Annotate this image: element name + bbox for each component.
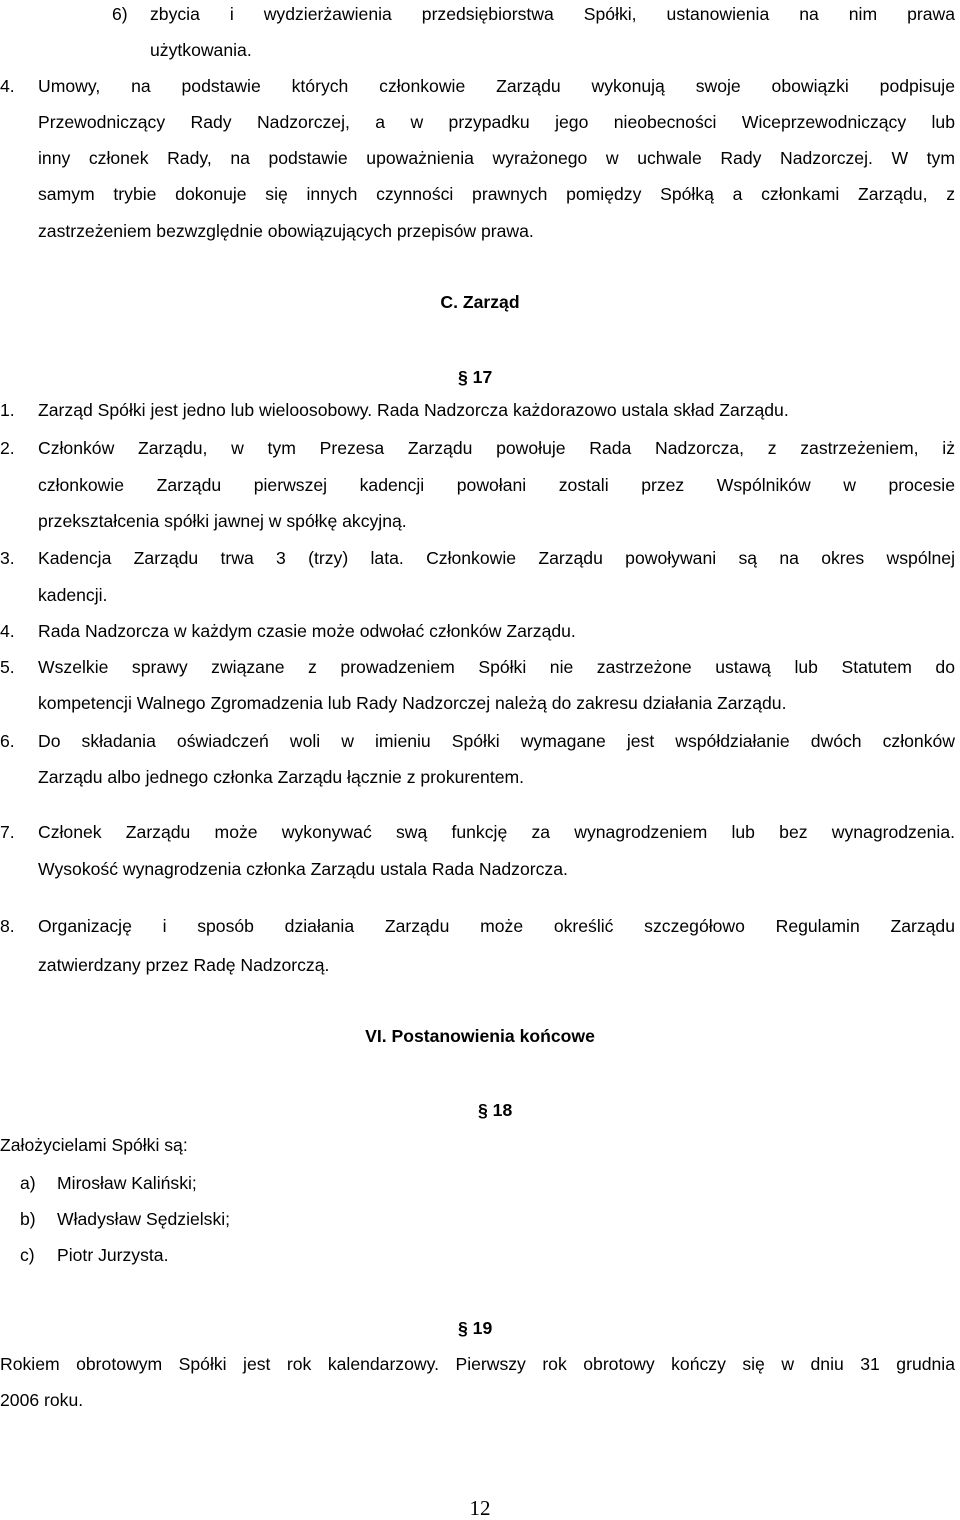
- paragraph-line: zastrzeżeniem bezwzględnie obowiązujących przepisów prawa.: [38, 221, 534, 241]
- list-marker: 3.: [0, 548, 15, 568]
- list-marker: a): [20, 1173, 36, 1193]
- list-item-text: Wysokość wynagrodzenia członka Zarządu ustala Rada Nadzorcza.: [38, 859, 568, 879]
- list-item-text: Wszelkie sprawy związane z prowadzeniem Spółki nie zastrzeżone ustawą lub Statutem do: [38, 657, 955, 677]
- list-marker: 6.: [0, 731, 15, 751]
- list-marker: 7.: [0, 822, 15, 842]
- list-item-text: kadencji.: [38, 585, 108, 605]
- founders-intro: Założycielami Spółki są:: [0, 1135, 188, 1155]
- paragraph-line: inny członek Rady, na podstawie upoważnienia wyrażonego w uchwale Rady Nadzorczej. W tym: [38, 148, 955, 168]
- list-marker: 6): [112, 4, 128, 24]
- page-number: 12: [469, 1496, 491, 1520]
- list-marker: 1.: [0, 400, 15, 420]
- list-item-text: Zarząd Spółki jest jedno lub wieloosobowy. Rada Nadzorcza każdorazowo ustala skład Zarządu.: [38, 400, 789, 420]
- list-item-text: Do składania oświadczeń woli w imieniu Spółki wymagane jest współdziałanie dwóch członków: [38, 731, 955, 751]
- paragraph-heading: § 18: [478, 1100, 513, 1120]
- list-marker: c): [20, 1245, 35, 1265]
- founder-name: Władysław Sędzielski;: [57, 1209, 231, 1229]
- list-marker: 4.: [0, 621, 15, 641]
- list-item-text: członkowie Zarządu pierwszej kadencji powołani zostali przez Wspólników w procesie: [38, 475, 955, 495]
- founder-name: Piotr Jurzysta.: [57, 1245, 169, 1265]
- paragraph-heading: § 19: [458, 1318, 493, 1338]
- list-item-text: Rada Nadzorcza w każdym czasie może odwołać członków Zarządu.: [38, 621, 576, 641]
- list-item-text: zatwierdzany przez Radę Nadzorczą.: [38, 955, 330, 975]
- list-item-text: użytkowania.: [150, 40, 252, 60]
- chapter-heading: VI. Postanowienia końcowe: [365, 1026, 595, 1046]
- list-item-text: Członek Zarządu może wykonywać swą funkcję za wynagrodzeniem lub bez wynagrodzenia.: [38, 822, 955, 842]
- paragraph-line: samym trybie dokonuje się innych czynności prawnych pomiędzy Spółką a członkami Zarządu, z: [38, 184, 955, 204]
- list-marker: 8.: [0, 916, 15, 936]
- list-item-text: Członków Zarządu, w tym Prezesa Zarządu powołuje Rada Nadzorcza, z zastrzeżeniem, iż: [38, 438, 955, 458]
- paragraph-line: 2006 roku.: [0, 1390, 84, 1410]
- paragraph-heading: § 17: [458, 367, 493, 387]
- section-heading: C. Zarząd: [440, 292, 520, 312]
- list-item-text: Kadencja Zarządu trwa 3 (trzy) lata. Członkowie Zarządu powoływani są na okres wspólnej: [38, 548, 955, 568]
- list-item-text: kompetencji Walnego Zgromadzenia lub Rady Nadzorczej należą do zakresu działania Zarządu.: [38, 693, 787, 713]
- founder-name: Mirosław Kaliński;: [57, 1173, 197, 1193]
- list-item-text: przekształcenia spółki jawnej w spółkę akcyjną.: [38, 511, 407, 531]
- paragraph-line: Rokiem obrotowym Spółki jest rok kalendarzowy. Pierwszy rok obrotowy kończy się w dniu 31 grudnia: [0, 1354, 955, 1374]
- paragraph-line: Umowy, na podstawie których członkowie Zarządu wykonują swoje obowiązki podpisuje: [38, 76, 955, 96]
- list-marker: 5.: [0, 657, 15, 677]
- list-item-text: zbycia i wydzierżawienia przedsiębiorstwa Spółki, ustanowienia na nim prawa: [150, 4, 955, 24]
- list-marker: b): [20, 1209, 36, 1229]
- list-item-text: Zarządu albo jednego członka Zarządu łącznie z prokurentem.: [38, 767, 525, 787]
- list-marker: 4.: [0, 76, 15, 96]
- list-marker: 2.: [0, 438, 15, 458]
- list-item-text: Organizację i sposób działania Zarządu może określić szczegółowo Regulamin Zarządu: [38, 916, 955, 936]
- paragraph-line: Przewodniczący Rady Nadzorczej, a w przypadku jego nieobecności Wiceprzewodniczący lub: [38, 112, 955, 132]
